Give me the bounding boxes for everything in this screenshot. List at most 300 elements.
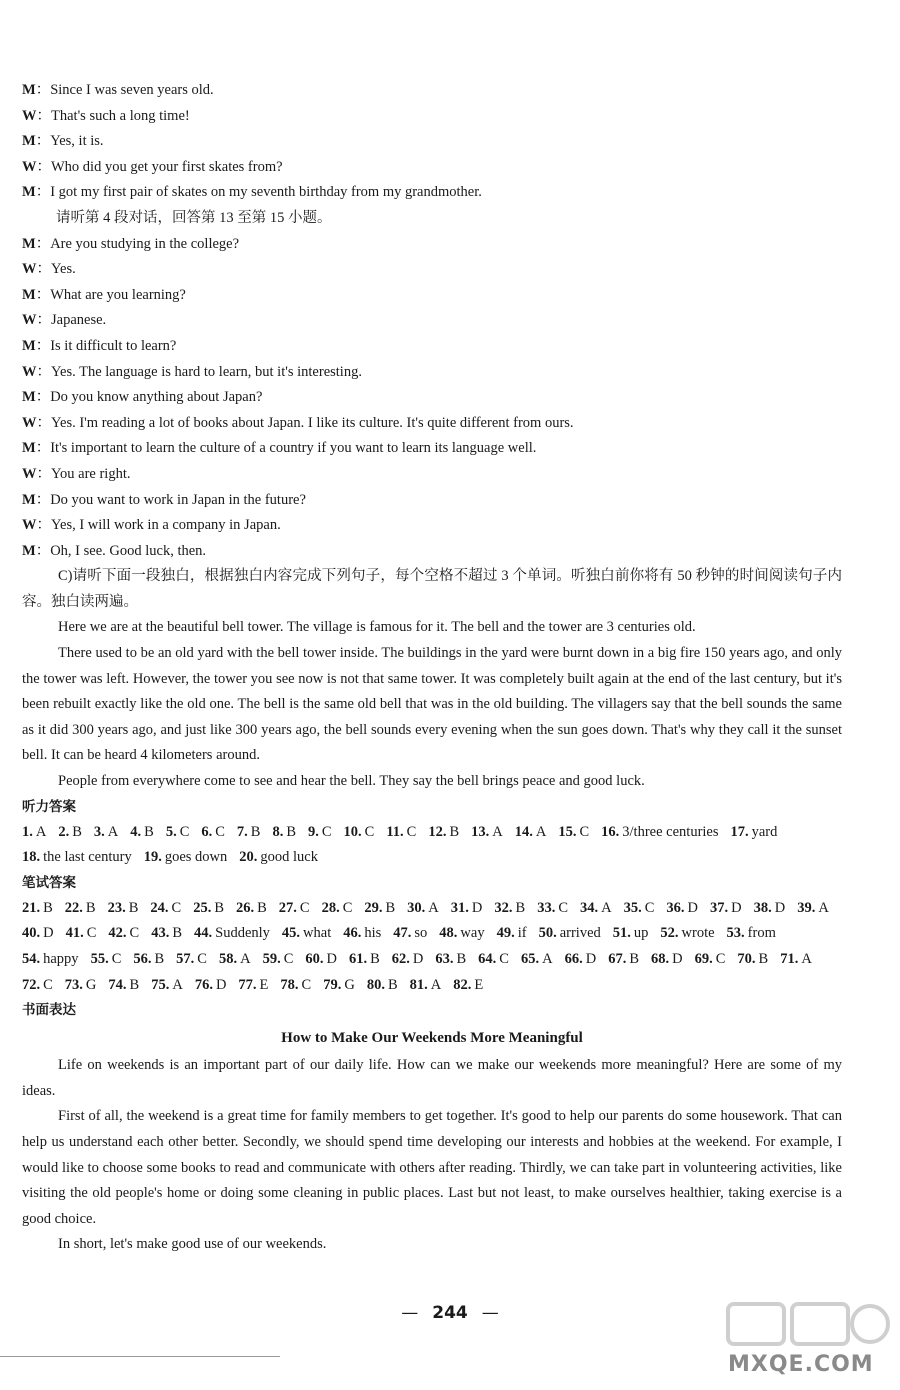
- dialogue-text: Yes. The language is hard to learn, but it's interesting.: [51, 363, 362, 380]
- answer-item: [660, 921, 714, 947]
- speaker-colon: ：: [35, 286, 51, 303]
- speaker-label: M: [22, 491, 36, 508]
- speaker-colon: ：: [35, 491, 51, 508]
- dialogue-text: Do you know anything about Japan?: [50, 389, 263, 406]
- speaker-colon: ：: [35, 184, 51, 201]
- speaker-colon: ：: [35, 133, 51, 150]
- answer-value: A: [240, 951, 251, 967]
- essay-title: How to Make Our Weekends More Meaningful: [281, 1030, 583, 1047]
- answer-number: 25.: [193, 899, 212, 916]
- speaker-label: M: [22, 337, 36, 354]
- answer-number: 56.: [133, 951, 152, 967]
- answer-number: 58.: [218, 951, 238, 967]
- answer-item: [130, 820, 154, 846]
- answer-value: A: [107, 823, 119, 840]
- answer-item: [780, 947, 812, 973]
- answer-item: [453, 973, 483, 999]
- answer-value: G: [85, 976, 97, 993]
- answer-number: 64.: [478, 951, 497, 967]
- answer-value: his: [364, 925, 382, 942]
- answer-number: 71.: [780, 951, 799, 967]
- dialogue-text: What are you learning?: [50, 286, 186, 303]
- dialogue-line: [22, 436, 842, 462]
- answer-item: [695, 947, 726, 973]
- answer-number: 35.: [623, 899, 642, 916]
- answer-value: what: [303, 925, 332, 942]
- answer-item: [282, 921, 331, 947]
- answer-item: [201, 820, 225, 846]
- answer-number: 20.: [239, 849, 258, 866]
- answer-number: 60.: [305, 951, 324, 967]
- answer-item: [439, 921, 484, 947]
- answer-number: 45.: [281, 925, 301, 942]
- answer-number: 7.: [236, 823, 248, 840]
- speaker-label: M: [22, 82, 36, 98]
- answer-item: [521, 947, 553, 973]
- answer-item: [108, 896, 139, 922]
- answer-value: yard: [751, 823, 778, 840]
- answer-item: [22, 896, 53, 922]
- answer-item: [22, 845, 132, 871]
- answer-value: C: [179, 823, 190, 840]
- answer-number: 76.: [194, 976, 213, 993]
- dialogue-line: [22, 104, 842, 130]
- answer-value: D: [471, 899, 483, 916]
- answer-value: D: [585, 951, 597, 967]
- answer-value: C: [171, 899, 182, 916]
- speaker-colon: ：: [36, 517, 51, 534]
- answer-value: B: [286, 823, 296, 840]
- dialogue-text: Are you studying in the college?: [50, 235, 240, 252]
- answer-item: [537, 896, 568, 922]
- answer-item: [308, 820, 332, 846]
- answer-number: 55.: [90, 951, 109, 967]
- answer-item: [435, 947, 466, 973]
- answer-item: [194, 921, 270, 947]
- answer-number: 5.: [165, 823, 177, 840]
- answer-item: [322, 896, 353, 922]
- answer-item: [451, 896, 483, 922]
- answer-number: 26.: [235, 899, 255, 916]
- answer-value: happy: [43, 951, 79, 967]
- answer-number: 61.: [348, 951, 368, 967]
- speaker-label: W: [22, 414, 37, 431]
- answer-value: good luck: [260, 849, 318, 866]
- answer-item: [515, 820, 547, 846]
- answer-value: E: [474, 976, 484, 993]
- answer-value: if: [517, 925, 527, 942]
- dialogue-text: Oh, I see. Good luck, then.: [50, 542, 207, 559]
- dialogue-line: [22, 308, 842, 334]
- answer-item: [407, 896, 439, 922]
- answer-item: [580, 896, 612, 922]
- answer-item: [367, 973, 398, 999]
- answer-number: 11.: [386, 823, 404, 840]
- answer-value: C: [644, 899, 655, 916]
- answer-number: 24.: [150, 899, 169, 916]
- answer-value: B: [144, 823, 154, 840]
- answer-item: [558, 820, 589, 846]
- answer-value: C: [715, 951, 726, 967]
- answer-item: [280, 973, 311, 999]
- dialogue-text: Yes.: [51, 261, 76, 278]
- dialogue-line: [22, 232, 842, 258]
- watermark-text: MXQE.COM: [728, 1352, 874, 1377]
- answer-number: 34.: [579, 899, 599, 916]
- answer-item: [497, 921, 527, 947]
- answer-value: A: [428, 899, 439, 916]
- speaker-label: W: [22, 312, 37, 329]
- answer-value: B: [85, 899, 96, 916]
- written-answers: [22, 896, 842, 998]
- answer-value: from: [747, 925, 776, 942]
- answer-number: 52.: [660, 925, 679, 942]
- answer-number: 70.: [737, 951, 756, 967]
- answer-item: [727, 921, 776, 947]
- answer-value: the last century: [43, 849, 132, 866]
- answer-number: 50.: [538, 925, 557, 942]
- monologue-text: [22, 615, 842, 794]
- dialogue-part-b: [22, 232, 842, 565]
- speaker-label: M: [22, 286, 36, 303]
- answer-number: 41.: [65, 925, 84, 942]
- dialogue-text: You are right.: [51, 465, 131, 482]
- dialogue-line: [22, 129, 842, 155]
- answer-value: A: [172, 976, 183, 993]
- answer-item: [797, 896, 829, 922]
- answer-value: D: [672, 951, 683, 967]
- answer-item: [151, 973, 183, 999]
- answer-item: [237, 820, 261, 846]
- answer-item: [166, 820, 190, 846]
- answer-value: so: [414, 925, 428, 942]
- answer-item: [666, 896, 698, 922]
- answer-value: B: [43, 899, 53, 916]
- answer-value: B: [128, 899, 139, 916]
- written-answers-heading: 笔试答案: [22, 874, 76, 891]
- speaker-label: M: [22, 133, 36, 150]
- answer-number: 44.: [194, 925, 213, 942]
- dialogue-line: [22, 283, 842, 309]
- speaker-label: W: [22, 107, 37, 124]
- answer-item: [272, 820, 296, 846]
- speaker-label: W: [22, 363, 37, 380]
- speaker-colon: ：: [36, 414, 51, 431]
- answer-number: 3.: [93, 823, 105, 840]
- answer-number: 8.: [272, 823, 284, 840]
- answer-value: A: [601, 899, 612, 916]
- footer-rule: [0, 1356, 280, 1357]
- speaker-label: W: [22, 465, 37, 482]
- answer-value: C: [43, 976, 53, 993]
- answer-number: 43.: [151, 925, 170, 942]
- answer-item: [91, 947, 122, 973]
- answer-value: C: [364, 823, 375, 840]
- answer-number: 29.: [364, 899, 383, 916]
- answer-number: 40.: [22, 925, 41, 942]
- answer-value: C: [129, 925, 140, 942]
- speaker-label: M: [22, 184, 36, 201]
- answer-value: G: [344, 976, 355, 993]
- speaker-label: W: [22, 158, 37, 175]
- dialogue-text: That's such a long time!: [51, 107, 190, 124]
- answer-item: [601, 820, 718, 846]
- answer-value: A: [801, 951, 812, 967]
- answer-value: A: [492, 823, 503, 840]
- answer-number: 10.: [343, 823, 362, 840]
- answer-item: [66, 921, 97, 947]
- instruction-section-c: C)请听下面一段独白，根据独白内容完成下列句子，每个空格不超过 3 个单词。听独白前你将有 50 秒钟的时间阅读句子内容。独白读两遍。: [22, 568, 842, 610]
- answer-value: E: [259, 976, 269, 993]
- speaker-colon: ：: [36, 107, 51, 124]
- speaker-colon: ：: [35, 337, 51, 354]
- answer-item: [58, 820, 82, 846]
- answer-item: [624, 896, 655, 922]
- answer-item: [392, 947, 424, 973]
- speaker-label: M: [22, 440, 36, 457]
- answer-number: 22.: [64, 899, 83, 916]
- answer-item: [133, 947, 164, 973]
- answer-number: 68.: [650, 951, 670, 967]
- answer-item: [428, 820, 459, 846]
- answer-item: [22, 921, 54, 947]
- answer-value: C: [579, 823, 590, 840]
- dialogue-text: Is it difficult to learn?: [50, 337, 177, 354]
- answer-item: [238, 973, 268, 999]
- answer-value: B: [250, 823, 261, 840]
- answer-item: [108, 921, 139, 947]
- answer-item: [478, 947, 509, 973]
- answer-item: [94, 820, 118, 846]
- answer-value: B: [154, 951, 165, 967]
- answer-item: [263, 947, 294, 973]
- dialogue-text: It's important to learn the culture of a country if you want to learn its language well.: [50, 440, 537, 457]
- answer-number: 39.: [797, 899, 816, 916]
- answer-item: [195, 973, 227, 999]
- answer-value: C: [283, 951, 294, 967]
- answer-number: 75.: [151, 976, 170, 993]
- answer-item: [150, 896, 181, 922]
- speaker-colon: ：: [35, 542, 51, 559]
- answer-number: 1.: [22, 823, 33, 840]
- answer-value: C: [558, 899, 568, 916]
- answer-item: [494, 896, 525, 922]
- answer-value: B: [172, 925, 182, 942]
- answer-number: 57.: [176, 951, 195, 967]
- answer-value: up: [633, 925, 649, 942]
- answer-number: 49.: [496, 925, 515, 942]
- answer-item: [176, 947, 207, 973]
- answer-value: A: [35, 823, 47, 840]
- answer-number: 33.: [537, 899, 556, 916]
- answer-value: B: [515, 899, 526, 916]
- answer-value: wrote: [681, 925, 715, 942]
- answer-value: D: [687, 899, 698, 916]
- answer-value: C: [406, 823, 417, 840]
- answer-value: C: [499, 951, 509, 967]
- speaker-colon: ：: [36, 158, 51, 175]
- answer-value: B: [629, 951, 639, 967]
- answer-number: 16.: [601, 823, 620, 840]
- answer-value: A: [430, 976, 442, 993]
- answer-item: [565, 947, 597, 973]
- answer-number: 21.: [22, 899, 41, 916]
- answer-number: 46.: [343, 925, 362, 942]
- answer-number: 38.: [753, 899, 772, 916]
- dialogue-text: Do you want to work in Japan in the future?: [50, 491, 306, 508]
- answer-number: 53.: [726, 925, 745, 942]
- answer-number: 31.: [450, 899, 469, 916]
- answer-value: A: [535, 823, 547, 840]
- answer-value: B: [370, 951, 380, 967]
- dialogue-line: [22, 78, 842, 104]
- answer-number: 48.: [439, 925, 458, 942]
- answer-number: 59.: [262, 951, 281, 967]
- answer-item: [144, 845, 228, 871]
- dialogue-text: Yes. I'm reading a lot of books about Japan. I like its culture. It's quite different from ours.: [51, 414, 574, 431]
- answer-number: 14.: [514, 823, 533, 840]
- page-number: — 244 —: [401, 1303, 499, 1323]
- answer-item: [239, 845, 318, 871]
- answer-number: 36.: [666, 899, 685, 916]
- answer-item: [193, 896, 224, 922]
- answer-number: 17.: [730, 823, 749, 840]
- speaker-colon: ：: [35, 82, 51, 98]
- monologue-paragraph: Here we are at the beautiful bell tower. The village is famous for it. The bell and the tower are 3 centuries old.: [58, 619, 696, 636]
- answer-number: 47.: [393, 925, 412, 942]
- answer-item: [608, 947, 639, 973]
- dialogue-line: [22, 360, 842, 386]
- answer-number: 37.: [710, 899, 729, 916]
- answer-number: 62.: [391, 951, 410, 967]
- speaker-label: W: [22, 261, 37, 278]
- answer-item: [364, 896, 395, 922]
- answer-item: [731, 820, 778, 846]
- answer-number: 4.: [130, 823, 142, 840]
- answer-item: [754, 896, 786, 922]
- listening-answers-heading: 听力答案: [22, 798, 76, 815]
- answer-value: B: [257, 899, 267, 916]
- answer-item: [343, 921, 381, 947]
- answer-value: B: [456, 951, 467, 967]
- speaker-colon: ：: [35, 235, 51, 252]
- answer-value: way: [460, 925, 485, 942]
- answer-item: [393, 921, 427, 947]
- dialogue-line: [22, 385, 842, 411]
- answer-value: C: [197, 951, 207, 967]
- speaker-label: M: [22, 235, 36, 252]
- answer-value: arrived: [559, 925, 601, 942]
- answer-item: [151, 921, 182, 947]
- answer-number: 42.: [108, 925, 127, 942]
- answer-number: 6.: [201, 823, 213, 840]
- answer-value: B: [387, 976, 398, 993]
- answer-number: 9.: [308, 823, 319, 840]
- answer-item: [651, 947, 683, 973]
- speaker-colon: ：: [35, 389, 51, 406]
- answer-item: [349, 947, 380, 973]
- essay-paragraph: In short, let's make good use of our weekends.: [58, 1236, 327, 1253]
- answer-number: 66.: [564, 951, 583, 967]
- answer-number: 65.: [520, 951, 540, 967]
- dialogue-part-a: [22, 78, 842, 206]
- dialogue-line: [22, 334, 842, 360]
- answer-number: 27.: [278, 899, 297, 916]
- answer-number: 15.: [558, 823, 577, 840]
- answer-item: [65, 896, 96, 922]
- answer-number: 32.: [494, 899, 513, 916]
- answer-item: [613, 921, 649, 947]
- dialogue-line: [22, 155, 842, 181]
- monologue-paragraph: There used to be an old yard with the bell tower inside. The buildings in the yard were burnt down in a big fire 150 years ago, and only the tower was left. However, the tower you see now is not that same tower. It was completely built again at the end of the last century, but it's been rebuilt exactly like the old one. The bell is the same old bell that was in the old building. The villagers say that the bell sounds the same as it did 300 years ago, and just like 300 years ago, the bell sounds every evening when the sun goes down. That's why they call it the sunset bell. It can be heard 4 kilometers around.: [22, 645, 842, 764]
- answer-number: 74.: [108, 976, 127, 993]
- answer-value: B: [72, 823, 82, 840]
- dialogue-text: Who did you get your first skates from?: [51, 158, 283, 175]
- answer-item: [279, 896, 310, 922]
- answer-number: 30.: [407, 899, 426, 916]
- answer-number: 63.: [435, 951, 454, 967]
- answer-value: B: [758, 951, 769, 967]
- speaker-label: M: [22, 389, 36, 406]
- answer-value: C: [215, 823, 225, 840]
- answer-value: B: [449, 823, 460, 840]
- answer-value: C: [111, 951, 122, 967]
- speaker-colon: ：: [36, 261, 51, 278]
- answer-number: 72.: [22, 976, 41, 993]
- answer-item: [22, 973, 53, 999]
- answer-value: A: [818, 899, 829, 916]
- answer-item: [219, 947, 251, 973]
- answer-number: 2.: [58, 823, 70, 840]
- speaker-colon: ：: [35, 440, 51, 457]
- answer-item: [471, 820, 503, 846]
- instruction-section-4: 请听第 4 段对话，回答第 13 至第 15 小题。: [56, 209, 332, 226]
- answer-value: goes down: [164, 849, 228, 866]
- answer-item: [710, 896, 742, 922]
- dialogue-text: I got my first pair of skates on my seventh birthday from my grandmother.: [50, 184, 482, 201]
- answer-number: 79.: [323, 976, 342, 993]
- answer-item: [65, 973, 97, 999]
- answer-value: B: [129, 976, 140, 993]
- listening-answers: [22, 820, 842, 871]
- answer-value: D: [774, 899, 786, 916]
- speaker-colon: ：: [36, 312, 51, 329]
- answer-item: [737, 947, 768, 973]
- answer-number: 18.: [22, 849, 41, 866]
- answer-value: D: [412, 951, 424, 967]
- answer-value: D: [215, 976, 227, 993]
- answer-number: 23.: [107, 899, 126, 916]
- answer-value: C: [299, 899, 310, 916]
- dialogue-text: Yes, I will work in a company in Japan.: [51, 517, 281, 534]
- answer-number: 54.: [22, 951, 41, 967]
- writing-heading: 书面表达: [22, 1002, 76, 1019]
- speaker-label: M: [22, 542, 36, 559]
- answer-value: D: [43, 925, 54, 942]
- answer-value: 3/three centuries: [622, 823, 719, 840]
- dialogue-line: [22, 539, 842, 565]
- answer-number: 67.: [608, 951, 627, 967]
- dialogue-line: [22, 411, 842, 437]
- answer-number: 73.: [64, 976, 83, 993]
- answer-value: D: [326, 951, 337, 967]
- dialogue-line: [22, 488, 842, 514]
- answer-item: [236, 896, 267, 922]
- answer-value: C: [321, 823, 332, 840]
- dialogue-line: [22, 513, 842, 539]
- answer-number: 13.: [471, 823, 490, 840]
- answer-item: [323, 973, 355, 999]
